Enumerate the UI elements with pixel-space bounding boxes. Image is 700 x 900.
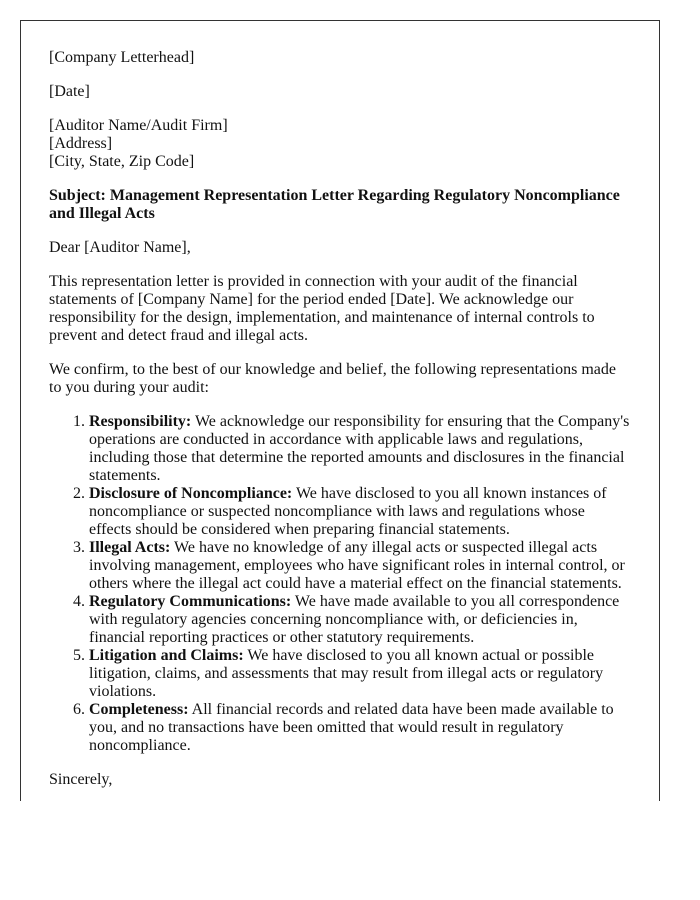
list-item — [89, 413, 631, 485]
recipient-name: [Auditor Name/Audit Firm] — [49, 117, 228, 134]
confirm-paragraph: We confirm, to the best of our knowledge and belief, the following representations made to you during your audit: — [49, 361, 616, 396]
representation-text: All financial records and related data have been made available to you, and no transactions have been omitted that would result in regulatory noncompliance. — [89, 701, 614, 754]
intro-paragraph: This representation letter is provided in connection with your audit of the financial statements of [Company Name] for the period ended [Date]. We acknowledge our responsibility for the design, implementation, and maintenance of internal controls to prevent and detect fraud and illegal acts. — [49, 273, 595, 344]
letter-subject: Subject: Management Representation Letter Regarding Regulatory Noncompliance and Illegal Acts — [49, 187, 620, 222]
representation-title: Regulatory Communications: — [89, 593, 292, 610]
representation-text: We have no knowledge of any illegal acts or suspected illegal acts involving management, employees who have significant roles in internal control, or others where the illegal act could have a material effect on the financial statements. — [89, 539, 625, 592]
list-item — [89, 647, 631, 701]
representation-text: We acknowledge our responsibility for ensuring that the Company's operations are conducted in accordance with applicable laws and regulations, including those that determine the reported amounts and disclosures in the financial statements. — [89, 413, 630, 484]
representation-title: Illegal Acts: — [89, 539, 171, 556]
representation-title: Completeness: — [89, 701, 189, 718]
letter-date: [Date] — [49, 83, 90, 100]
list-item — [89, 701, 631, 755]
company-letterhead: [Company Letterhead] — [49, 49, 195, 66]
representation-title: Responsibility: — [89, 413, 192, 430]
recipient-city-state-zip: [City, State, Zip Code] — [49, 153, 195, 170]
representation-text: We have disclosed to you all known actual or possible litigation, claims, and assessments that may result from illegal acts or regulatory violations. — [89, 647, 604, 700]
representation-text: We have disclosed to you all known instances of noncompliance or suspected noncompliance with laws and regulations whose effects should be considered when preparing financial statements. — [89, 485, 607, 538]
list-item — [89, 593, 631, 647]
salutation: Dear [Auditor Name], — [49, 239, 191, 256]
recipient-address: [Address] — [49, 135, 113, 152]
list-item — [89, 539, 631, 593]
representation-title: Litigation and Claims: — [89, 647, 244, 664]
representation-text: We have made available to you all correspondence with regulatory agencies concerning noncompliance with, or deficiencies in, financial reporting practices or other statutory requirements. — [89, 593, 620, 646]
list-item — [89, 485, 631, 539]
representations-list — [49, 413, 631, 755]
closing: Sincerely, — [49, 771, 113, 788]
letter-page — [20, 20, 660, 801]
representation-title: Disclosure of Noncompliance: — [89, 485, 293, 502]
recipient-address-block — [49, 117, 631, 171]
